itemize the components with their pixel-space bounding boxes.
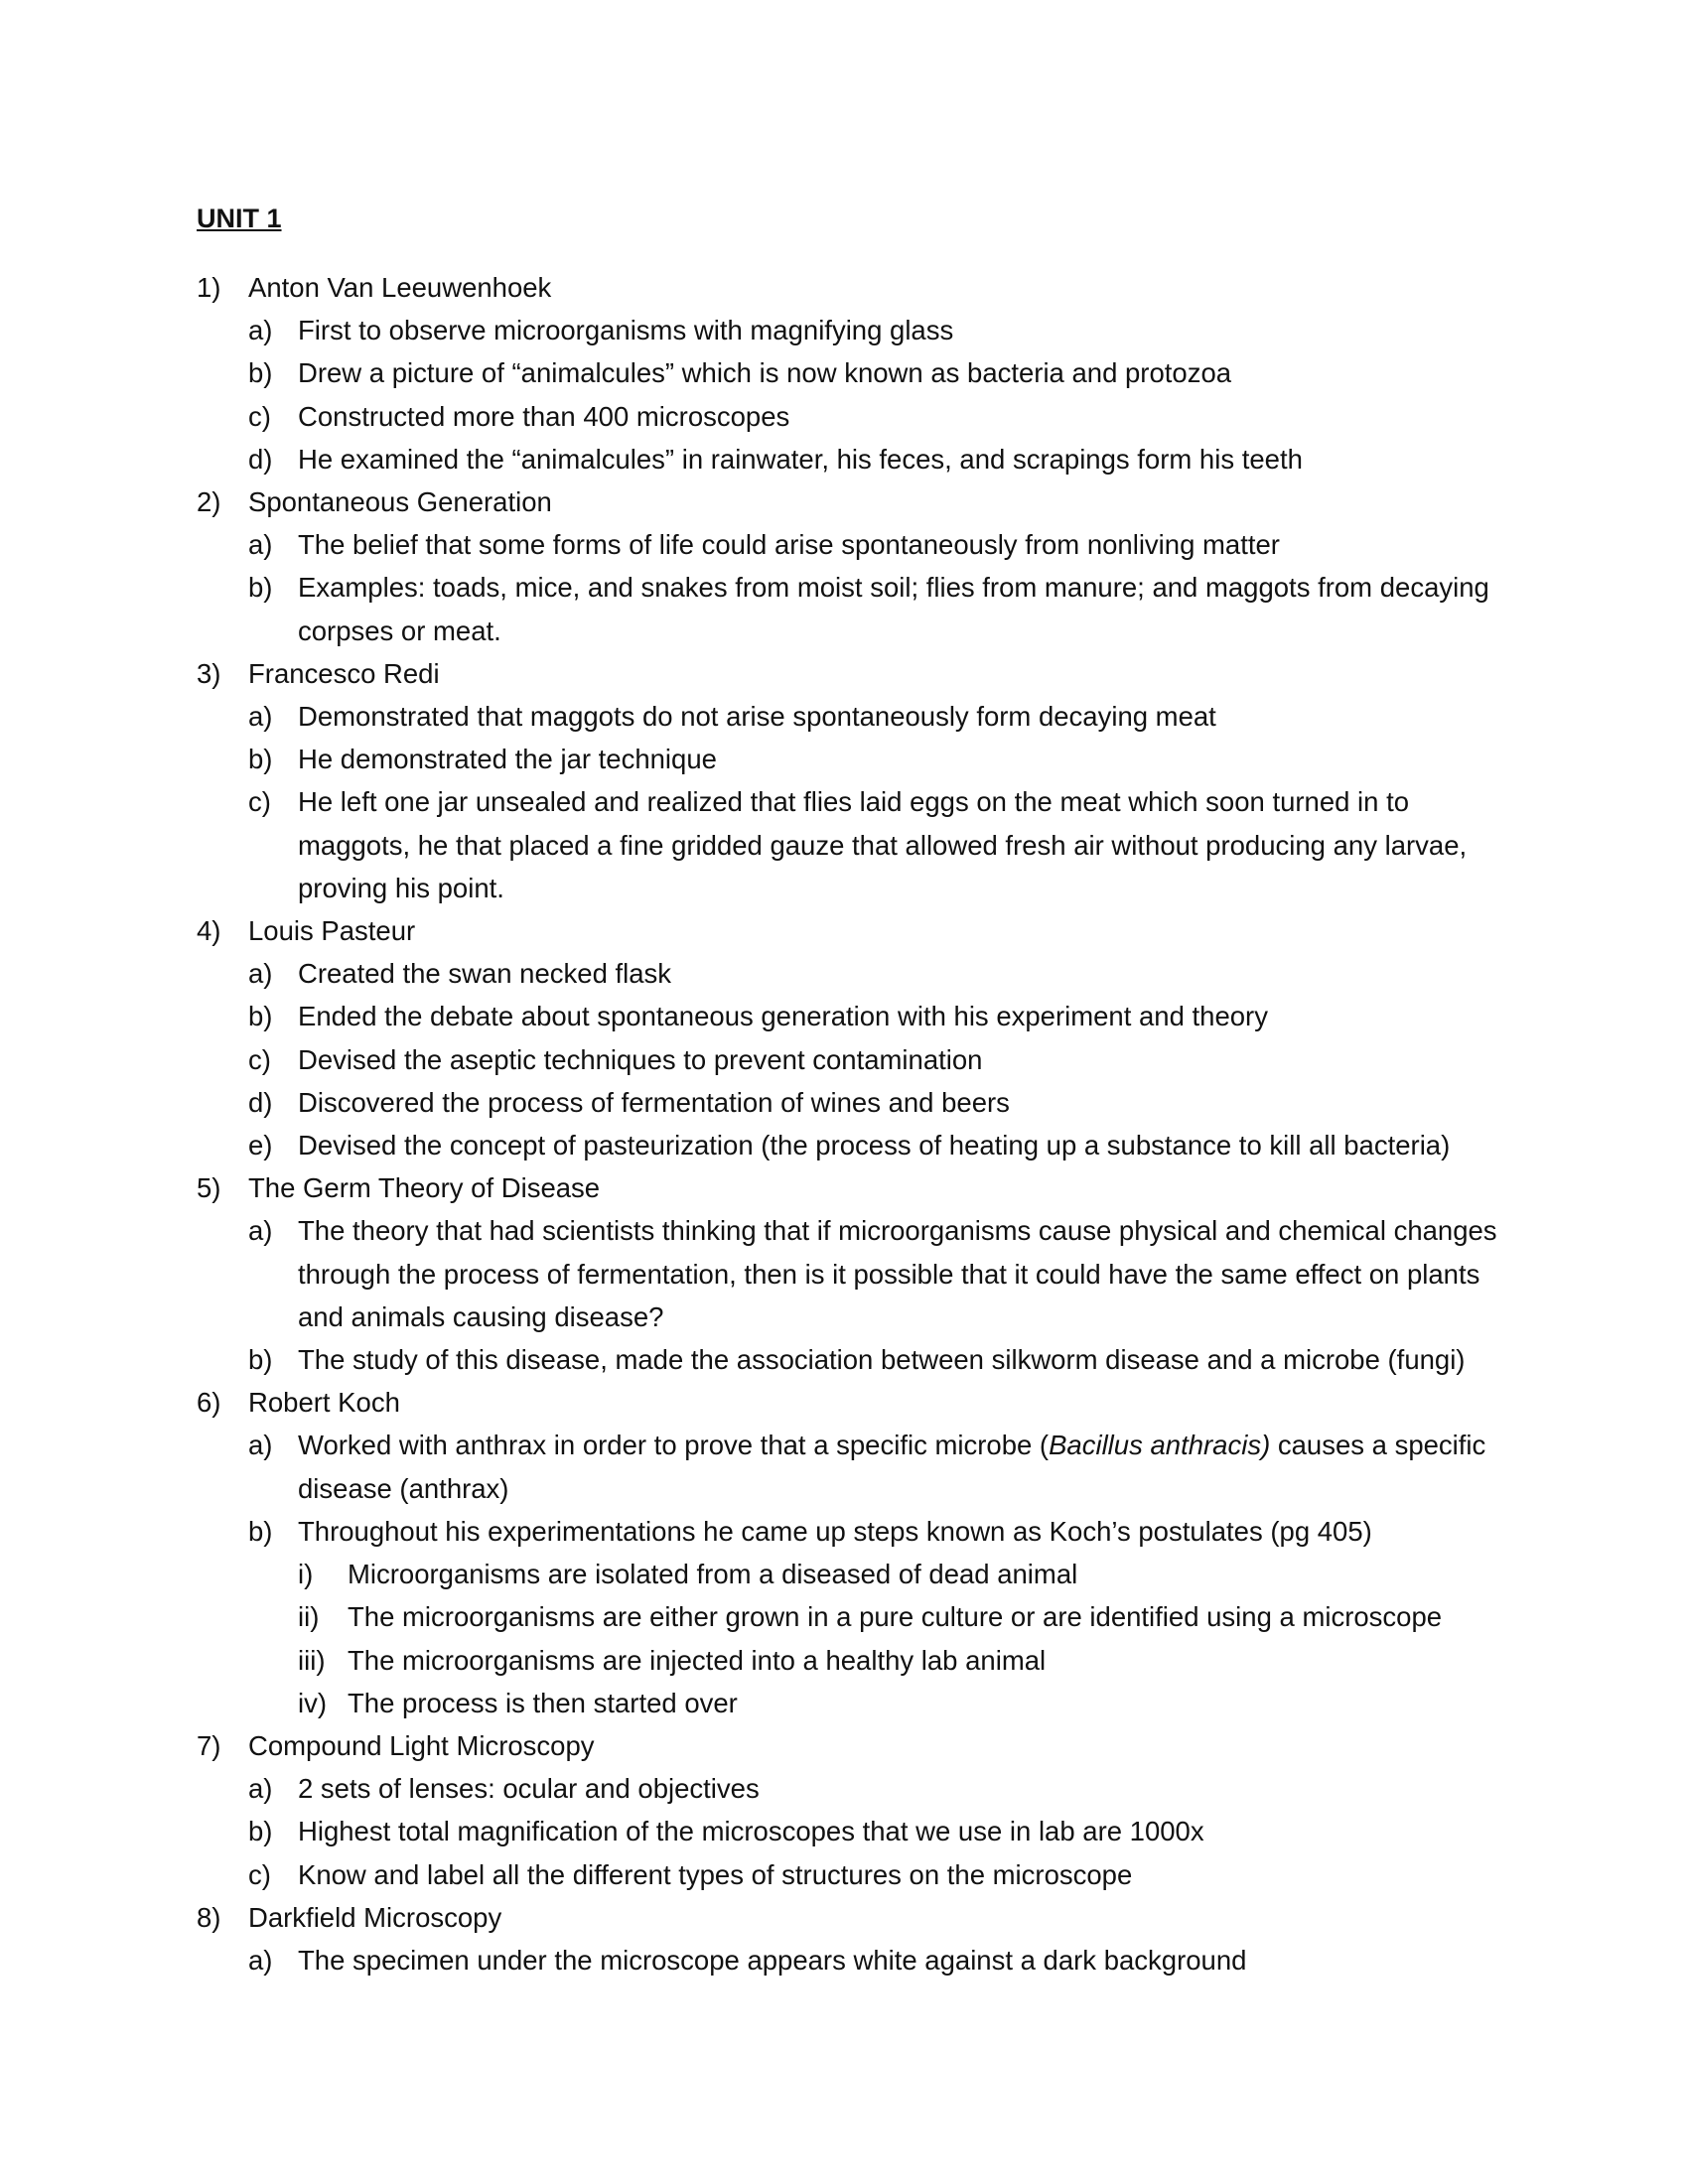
sub-text: Devised the concept of pasteurization (the process of heating up a substance to kill all bacteria): [298, 1130, 1451, 1161]
item-heading: Compound Light Microscopy: [248, 1729, 595, 1761]
item-number: 2): [197, 486, 221, 518]
sub-item: [248, 952, 1509, 995]
item-heading: Robert Koch: [248, 1387, 400, 1419]
roman-text: The microorganisms are either grown in a pure culture or are identified using a microscope: [348, 1601, 1443, 1633]
roman-numeral: iii): [298, 1644, 326, 1676]
sub-letter: a): [248, 529, 273, 561]
sub-item: [248, 738, 1509, 780]
roman-list: [298, 1553, 1509, 1724]
sub-letter: a): [248, 315, 273, 346]
item-heading: The Germ Theory of Disease: [248, 1172, 601, 1204]
sub-item: [248, 523, 1509, 566]
outline-item: [197, 480, 1509, 652]
sub-letter: b): [248, 1344, 273, 1376]
item-number: 3): [197, 657, 221, 689]
sub-letter: b): [248, 1515, 273, 1547]
unit-title: UNIT 1: [197, 204, 282, 233]
outline-item: [197, 1381, 1509, 1724]
item-heading: Louis Pasteur: [248, 915, 416, 947]
sub-text: Examples: toads, mice, and snakes from moist soil; flies from manure; and maggots from decaying corpses or meat.: [298, 572, 1489, 646]
roman-item: [298, 1595, 1509, 1638]
sub-text-part: Worked with anthrax in order to prove that a specific microbe (: [298, 1430, 1050, 1461]
sub-item: [248, 1209, 1509, 1338]
sub-item: [248, 351, 1509, 394]
sub-list: [248, 952, 1509, 1166]
sub-letter: b): [248, 1816, 273, 1847]
sub-letter: a): [248, 1215, 273, 1247]
sub-text: Know and label all the different types of structures on the microscope: [298, 1858, 1133, 1890]
sub-letter: d): [248, 443, 273, 475]
outline-item: [197, 909, 1509, 1166]
sub-item: [248, 1038, 1509, 1081]
outline-item: [197, 1896, 1509, 1981]
sub-letter: a): [248, 1430, 273, 1461]
outline-item: [197, 266, 1509, 480]
sub-letter: b): [248, 744, 273, 775]
species-name: Bacillus anthracis): [1049, 1430, 1271, 1461]
sub-item: [248, 309, 1509, 351]
outline-item: [197, 652, 1509, 909]
sub-letter: c): [248, 1043, 271, 1075]
sub-letter: c): [248, 786, 271, 818]
item-heading: Anton Van Leeuwenhoek: [248, 272, 552, 303]
sub-list: [248, 523, 1509, 652]
sub-list: [248, 1767, 1509, 1896]
roman-item: [298, 1553, 1509, 1595]
item-number: 4): [197, 915, 221, 947]
outline-list: [197, 266, 1509, 1981]
sub-item: [248, 1853, 1509, 1896]
sub-list: [248, 1424, 1509, 1723]
sub-item: [248, 1767, 1509, 1810]
sub-letter: c): [248, 1858, 271, 1890]
sub-text: [298, 1424, 1509, 1509]
sub-text: He examined the “animalcules” in rainwater, his feces, and scrapings form his teeth: [298, 443, 1303, 475]
sub-item: [248, 1810, 1509, 1852]
item-heading: Spontaneous Generation: [248, 486, 552, 518]
sub-item: [248, 1510, 1509, 1724]
sub-text: He demonstrated the jar technique: [298, 744, 717, 775]
sub-text: The specimen under the microscope appears white against a dark background: [298, 1944, 1247, 1976]
sub-text-part: causes a specific disease (anthrax): [298, 1430, 1486, 1504]
sub-item: [248, 780, 1509, 909]
sub-letter: c): [248, 400, 271, 432]
sub-list: [248, 1939, 1509, 1981]
sub-letter: e): [248, 1130, 273, 1161]
roman-text: Microorganisms are isolated from a diseased of dead animal: [348, 1559, 1078, 1590]
item-number: 7): [197, 1729, 221, 1761]
sub-item: [248, 695, 1509, 738]
sub-text: 2 sets of lenses: ocular and objectives: [298, 1773, 760, 1805]
sub-item: [248, 1939, 1509, 1981]
sub-letter: b): [248, 357, 273, 389]
sub-item: [248, 395, 1509, 438]
sub-text: Drew a picture of “animalcules” which is now known as bacteria and protozoa: [298, 357, 1232, 389]
sub-letter: d): [248, 1086, 273, 1118]
item-number: 1): [197, 272, 221, 303]
sub-item: [248, 1424, 1509, 1509]
roman-text: The microorganisms are injected into a healthy lab animal: [348, 1644, 1047, 1676]
roman-numeral: ii): [298, 1601, 320, 1633]
sub-list: [248, 1209, 1509, 1381]
sub-text: Ended the debate about spontaneous generation with his experiment and theory: [298, 1001, 1268, 1032]
sub-letter: a): [248, 958, 273, 990]
item-number: 6): [197, 1387, 221, 1419]
sub-list: [248, 695, 1509, 909]
item-heading: Francesco Redi: [248, 657, 440, 689]
sub-text: The study of this disease, made the association between silkworm disease and a microbe (fungi): [298, 1344, 1466, 1376]
sub-item: [248, 566, 1509, 651]
roman-item: [298, 1639, 1509, 1682]
roman-text: The process is then started over: [348, 1687, 738, 1718]
roman-item: [298, 1682, 1509, 1724]
sub-text: The belief that some forms of life could arise spontaneously from nonliving matter: [298, 529, 1280, 561]
sub-text: Devised the aseptic techniques to prevent contamination: [298, 1043, 983, 1075]
outline-item: [197, 1724, 1509, 1896]
sub-item: [248, 438, 1509, 480]
sub-text: First to observe microorganisms with magnifying glass: [298, 315, 954, 346]
outline-item: [197, 1166, 1509, 1381]
sub-letter: a): [248, 701, 273, 733]
item-number: 5): [197, 1172, 221, 1204]
roman-numeral: i): [298, 1559, 314, 1590]
item-number: 8): [197, 1901, 221, 1933]
sub-text: Throughout his experimentations he came up steps known as Koch’s postulates (pg 405): [298, 1515, 1372, 1547]
sub-letter: a): [248, 1773, 273, 1805]
sub-item: [248, 1081, 1509, 1124]
roman-numeral: iv): [298, 1687, 328, 1718]
sub-letter: b): [248, 1001, 273, 1032]
sub-letter: b): [248, 572, 273, 604]
sub-text: Highest total magnification of the microscopes that we use in lab are 1000x: [298, 1816, 1204, 1847]
sub-text: Created the swan necked flask: [298, 958, 672, 990]
sub-item: [248, 1338, 1509, 1381]
sub-text: Discovered the process of fermentation of wines and beers: [298, 1086, 1010, 1118]
sub-text: Constructed more than 400 microscopes: [298, 400, 790, 432]
sub-text: He left one jar unsealed and realized that flies laid eggs on the meat which soon turned in to maggots, he that placed a fine gridded gauze that allowed fresh air without producing any larvae, proving his point.: [298, 786, 1468, 903]
sub-item: [248, 995, 1509, 1037]
sub-item: [248, 1124, 1509, 1166]
sub-text: The theory that had scientists thinking that if microorganisms cause physical and chemical changes through the process of fermentation, then is it possible that it could have the same effect on plants and animals causing disease?: [298, 1215, 1497, 1332]
sub-list: [248, 309, 1509, 480]
sub-text: Demonstrated that maggots do not arise spontaneously form decaying meat: [298, 701, 1216, 733]
item-heading: Darkfield Microscopy: [248, 1901, 502, 1933]
sub-letter: a): [248, 1944, 273, 1976]
